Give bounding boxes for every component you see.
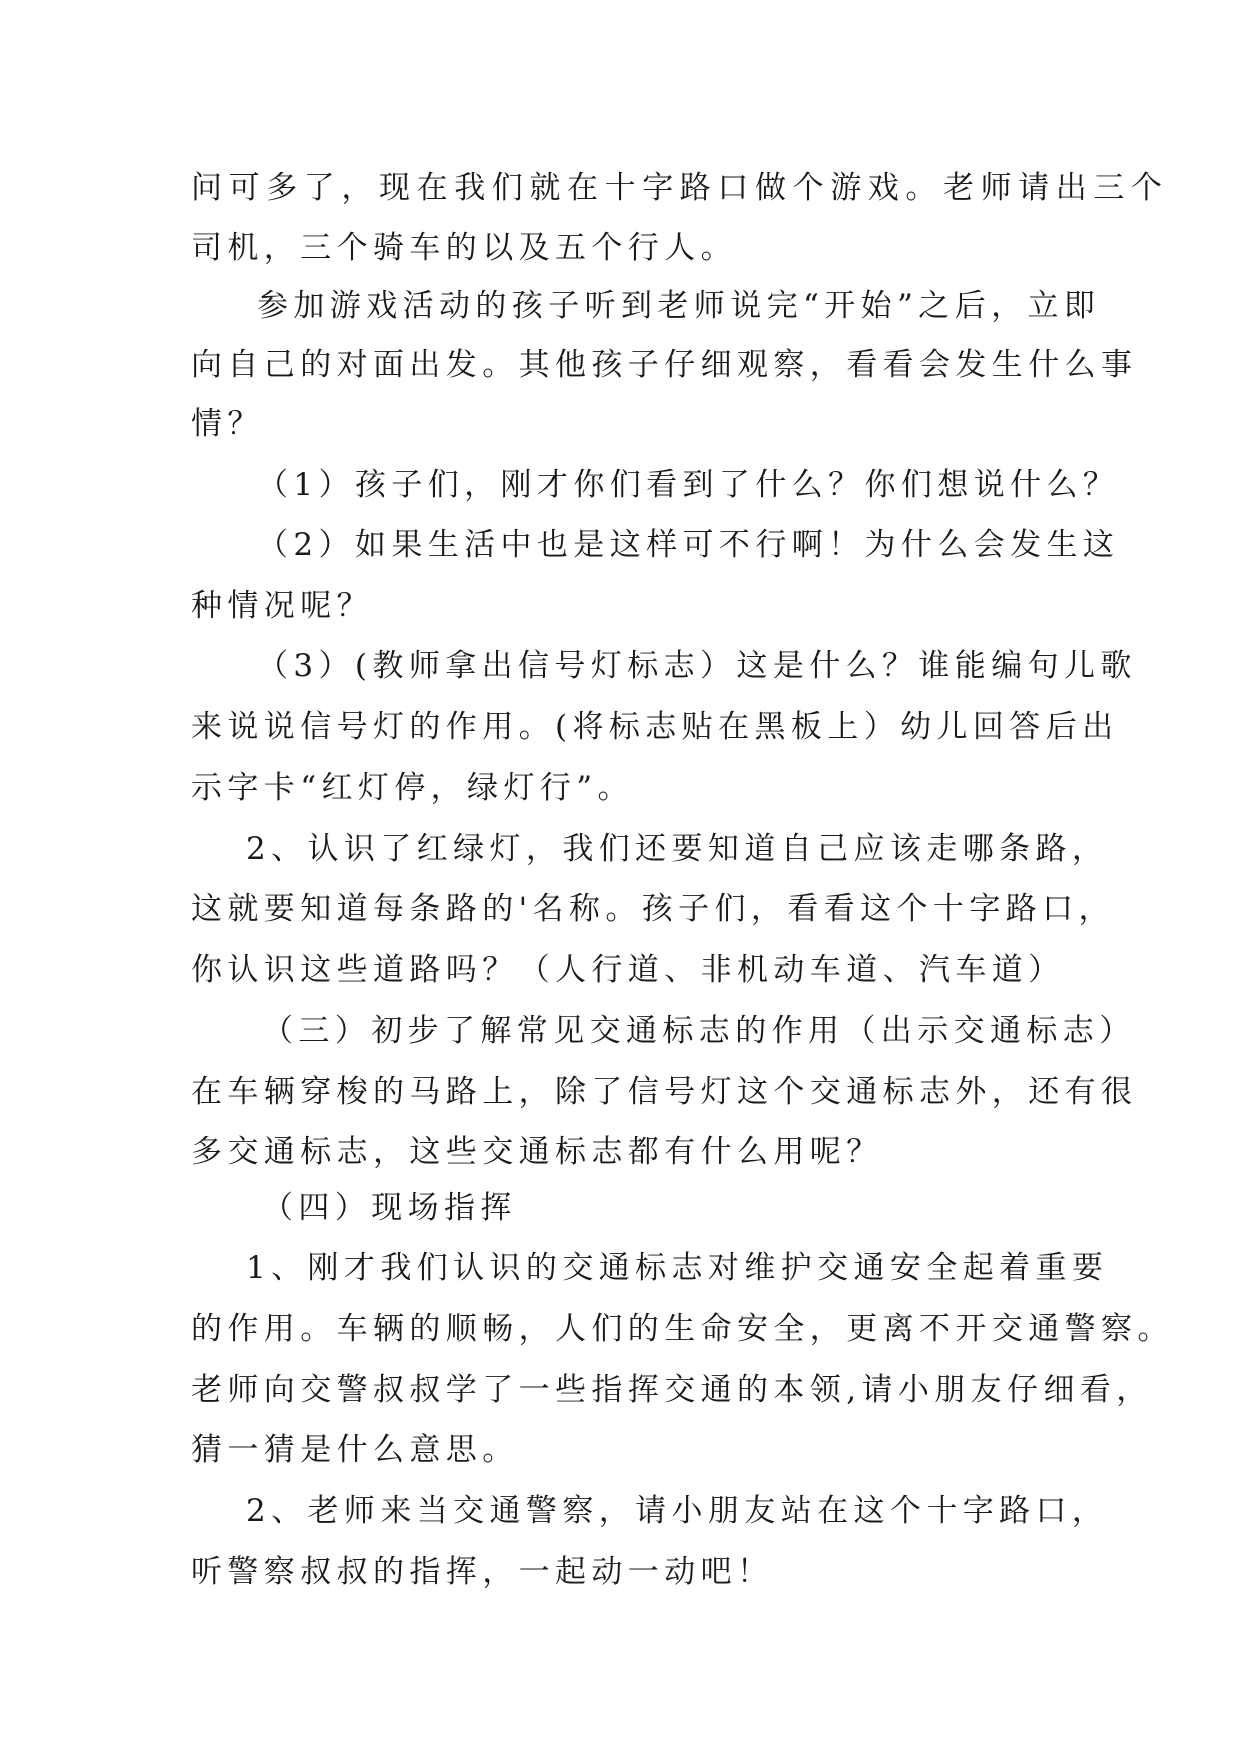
paragraph-line: （3）(教师拿出信号灯标志）这是什么？谁能编句儿歌	[257, 648, 1137, 684]
paragraph-line: 来说说信号灯的作用。(将标志贴在黑板上）幼儿回答后出	[191, 709, 1119, 745]
paragraph-line: 2、老师来当交通警察，请小朋友站在这个十字路口，	[246, 1493, 1109, 1529]
paragraph-line: 情？	[191, 406, 264, 442]
paragraph-line: 猜一猜是什么意思。	[191, 1432, 519, 1468]
paragraph-line: 多交通标志，这些交通标志都有什么用呢？	[191, 1134, 883, 1170]
paragraph-line: 老师向交警叔叔学了一些指挥交通的本领,请小朋友仔细看，	[191, 1372, 1153, 1408]
paragraph-line: 你认识这些道路吗？（人行道、非机动车道、汽车道）	[191, 952, 1065, 988]
paragraph-line: 的作用。车辆的顺畅，人们的生命安全，更离不开交通警察。	[191, 1311, 1174, 1347]
paragraph-line: 司机，三个骑车的以及五个行人。	[191, 230, 737, 266]
section-heading: （四）现场指挥	[262, 1190, 517, 1226]
paragraph-line: 2、认识了红绿灯，我们还要知道自己应该走哪条路，	[246, 831, 1109, 867]
paragraph-line: 向自己的对面出发。其他孩子仔细观察，看看会发生什么事	[191, 347, 1138, 383]
paragraph-line: 在车辆穿梭的马路上，除了信号灯这个交通标志外，还有很	[191, 1074, 1138, 1110]
paragraph-line: 种情况呢？	[191, 588, 373, 624]
paragraph-line: （1）孩子们，刚才你们看到了什么？你们想说什么？	[257, 467, 1120, 503]
paragraph-line: （2）如果生活中也是这样可不行啊！为什么会发生这	[257, 527, 1120, 563]
section-heading: （三）初步了解常见交通标志的作用（出示交通标志）	[262, 1013, 1136, 1049]
paragraph-line: 示字卡“红灯停，绿灯行”。	[191, 770, 634, 806]
paragraph-line: 参加游戏活动的孩子听到老师说完“开始”之后，立即	[257, 288, 1101, 324]
paragraph-line: 1、刚才我们认识的交通标志对维护交通安全起着重要	[246, 1250, 1109, 1286]
paragraph-line: 听警察叔叔的指挥，一起动一动吧！	[191, 1554, 774, 1590]
paragraph-line: 问可多了，现在我们就在十字路口做个游戏。老师请出三个	[191, 170, 1169, 206]
paragraph-line: 这就要知道每条路的'名称。孩子们，看看这个十字路口，	[191, 891, 1115, 927]
